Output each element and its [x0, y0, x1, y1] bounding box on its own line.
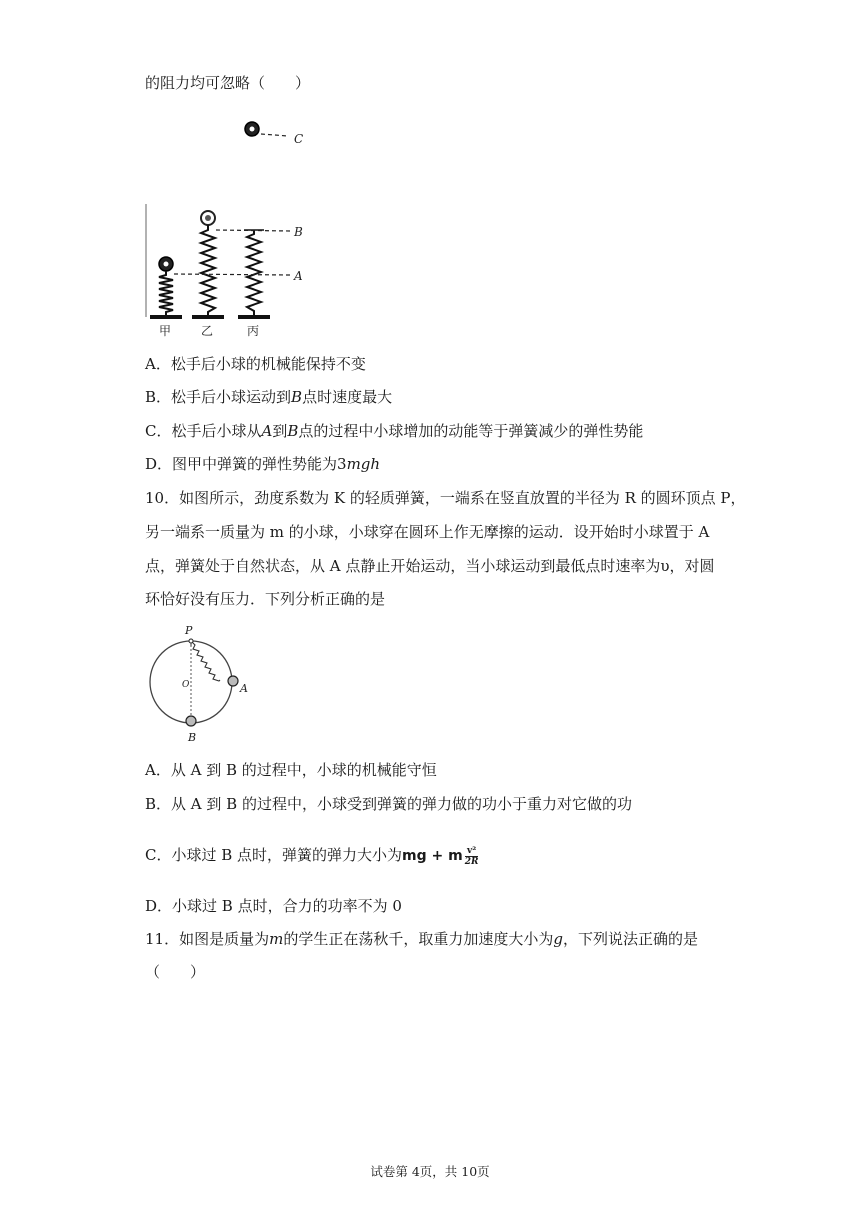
- formula-mg-m: mg + m: [402, 848, 463, 864]
- q10-option-a: A．从 A 到 B 的过程中，小球的机械能守恒: [145, 761, 437, 779]
- q10-option-b: B．从 A 到 B 的过程中，小球受到弹簧的弹力做的功小于重力对它做的功: [145, 795, 632, 813]
- q10-stem-line1: 10．如图所示，劲度系数为 K 的轻质弹簧，一端系在竖直放置的半径为 R 的圆环顶点 P，: [145, 489, 746, 507]
- q10-option-c: C．小球过 B 点时，弹簧的弹力大小为mg + m $\frac{\text{v²}}{2R}$: [145, 845, 479, 867]
- q10-option-d: D．小球过 B 点时，合力的功率不为 0: [145, 897, 402, 915]
- q11-stem-line2: （ ）: [145, 963, 206, 981]
- label-b: B: [294, 225, 303, 239]
- q9-spring-figure: [140, 112, 315, 344]
- label-a-ring: A: [240, 682, 248, 695]
- q10-stem-line4: 环恰好没有压力．下列分析正确的是: [145, 590, 386, 608]
- fraction-v2-over-2r: $\frac{\text{v²}}{2R}$: [464, 845, 479, 867]
- q10-stem-line3: 点，弹簧处于自然状态，从 A 点静止开始运动，当小球运动到最低点时速率为υ，对圆: [145, 557, 715, 575]
- q9-option-c: C．松手后小球从A到B点的过程中小球增加的动能等于弹簧减少的弹性势能: [145, 422, 644, 440]
- q10-ring-figure: [140, 620, 260, 750]
- q10-stem-line2: 另一端系一质量为 m 的小球，小球穿在圆环上作无摩擦的运动．设开始时小球置于 A: [145, 523, 710, 541]
- page-footer: 试卷第 4页，共 10页: [370, 1164, 490, 1179]
- q9-option-d: D．图甲中弹簧的弹性势能为3mgh: [145, 455, 381, 473]
- label-p: P: [185, 624, 193, 637]
- q9-intro-tail: 的阻力均可忽略（ ）: [145, 74, 311, 92]
- label-a: A: [294, 269, 303, 283]
- label-b-ring: B: [188, 731, 197, 744]
- q11-stem-line1: 11．如图是质量为m的学生正在荡秋千，取重力加速度大小为g，下列说法正确的是: [145, 930, 698, 948]
- q9-option-a: A．松手后小球的机械能保持不变: [145, 355, 366, 373]
- caption-yi: 乙: [201, 324, 214, 338]
- q9-option-b: B．松手后小球运动到B点时速度最大: [145, 388, 393, 406]
- caption-bing: 丙: [247, 324, 260, 338]
- label-c: C: [294, 132, 304, 146]
- label-o: O: [182, 680, 190, 690]
- caption-jia: 甲: [159, 324, 172, 338]
